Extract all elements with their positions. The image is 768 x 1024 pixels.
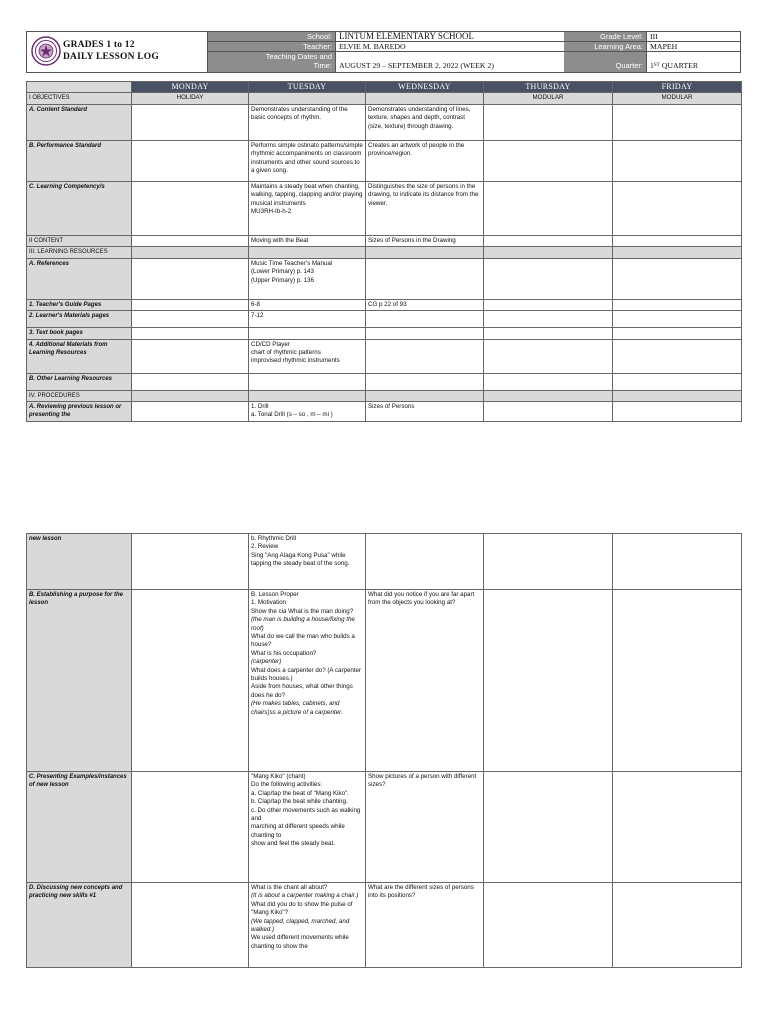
deped-seal-icon bbox=[31, 36, 61, 66]
cell-wednesday bbox=[366, 258, 484, 299]
lesson-grid-page-2 bbox=[26, 533, 742, 968]
row-label: A. Content Standard bbox=[27, 105, 132, 141]
cell-monday bbox=[132, 141, 249, 182]
cell-friday bbox=[613, 299, 742, 310]
cell-thursday bbox=[484, 141, 613, 182]
cell-tuesday: Moving with the Beat bbox=[249, 236, 366, 247]
cell-monday: HOLIDAY bbox=[132, 93, 249, 105]
cell-tuesday: "Mang Kiko" (chant) Do the following activities: a. Clap/tap the beat of "Mang Kiko". b. Clap/tap the beat while chanting. c. Do other movements such as walking and marching at different speeds while chanting to show and feel the steady beat. bbox=[249, 772, 366, 883]
grade-value: III bbox=[646, 32, 740, 41]
cell-wednesday: What are the different sizes of persons into its positions? bbox=[366, 883, 484, 968]
cell-tuesday: B. Lesson Proper 1. Motivation Show the cia What is the man doing? (the man is building a house/fixing the roof) What do we call the man who builds a house? What is his occupation? (carpenter) What does a carpenter do? (A carpenter builds houses.) Aside from houses, what other things does he do? (He makes tables, cabinets, and chairs)ss a picture of a carpenter. bbox=[249, 590, 366, 772]
cell-wednesday bbox=[366, 247, 484, 258]
cell-wednesday: Distinguishes the size of persons in the drawing, to indicate its distance from the viewer. bbox=[366, 182, 484, 236]
cell-thursday bbox=[484, 258, 613, 299]
cell-friday bbox=[613, 402, 742, 422]
cell-thursday bbox=[484, 339, 613, 373]
cell-wednesday: What did you notice if you are far apart from the objects you looking at? bbox=[366, 590, 484, 772]
cell-monday bbox=[132, 772, 249, 883]
table-row bbox=[27, 247, 742, 258]
quarter-number: 1 bbox=[650, 61, 654, 70]
teacher-label: Teacher: bbox=[208, 42, 335, 51]
table-row bbox=[27, 105, 742, 141]
cell-friday bbox=[613, 236, 742, 247]
teacher-value: ELVIE M. BAREDO bbox=[335, 42, 564, 51]
table-row bbox=[27, 402, 742, 422]
row-label: C. Learning Competency/s bbox=[27, 182, 132, 236]
cell-thursday bbox=[484, 299, 613, 310]
quarter-word: QUARTER bbox=[661, 61, 699, 70]
row-label: 2. Learner's Materials pages bbox=[27, 311, 132, 328]
cell-wednesday bbox=[366, 390, 484, 401]
cell-wednesday: Demonstrates understanding of lines, texture, shapes and depth, contrast (size, texture) through drawing. bbox=[366, 105, 484, 141]
table-row bbox=[27, 339, 742, 373]
area-label: Learning Area: bbox=[564, 42, 646, 51]
table-row bbox=[27, 534, 742, 590]
dates-label-line-1: Teaching Dates and bbox=[265, 52, 332, 61]
row-label: 4. Additional Materials from Learning Resources bbox=[27, 339, 132, 373]
day-header-row bbox=[27, 82, 742, 93]
cell-tuesday: Demonstrates understanding of the basic concepts of rhythm. bbox=[249, 105, 366, 141]
row-label: C. Presenting Examples/instances of new lesson bbox=[27, 772, 132, 883]
cell-monday bbox=[132, 258, 249, 299]
table-row bbox=[27, 258, 742, 299]
cell-friday bbox=[613, 883, 742, 968]
table-row bbox=[27, 299, 742, 310]
cell-tuesday bbox=[249, 373, 366, 390]
cell-thursday bbox=[484, 373, 613, 390]
cell-friday bbox=[613, 772, 742, 883]
cell-wednesday bbox=[366, 311, 484, 328]
cell-wednesday bbox=[366, 534, 484, 590]
school-value: LINTUM ELEMENTARY SCHOOL bbox=[335, 32, 564, 41]
logo-text bbox=[63, 39, 159, 63]
cell-monday bbox=[132, 590, 249, 772]
quarter-suffix: ST bbox=[653, 63, 660, 68]
table-row bbox=[27, 883, 742, 968]
cell-thursday bbox=[484, 328, 613, 339]
day-thursday: THURSDAY bbox=[484, 82, 613, 93]
cell-monday bbox=[132, 247, 249, 258]
cell-wednesday: CG p 22 of 93 bbox=[366, 299, 484, 310]
cell-tuesday: CD/CD Player chart of rhythmic patterns improvised rhythmic instruments bbox=[249, 339, 366, 373]
lesson-grid-page-1 bbox=[26, 81, 742, 422]
row-label: III. LEARNING RESOURCES bbox=[27, 247, 132, 258]
row-label: II CONTENT bbox=[27, 236, 132, 247]
logo-line-1: GRADES 1 to 12 bbox=[63, 40, 135, 50]
cell-wednesday: Sizes of Persons in the Drawing bbox=[366, 236, 484, 247]
cell-wednesday: Creates an artwork of people in the province/region. bbox=[366, 141, 484, 182]
cell-monday bbox=[132, 402, 249, 422]
cell-friday bbox=[613, 311, 742, 328]
cell-monday bbox=[132, 534, 249, 590]
row-label: 3. Text book pages bbox=[27, 328, 132, 339]
table-row bbox=[27, 390, 742, 401]
cell-tuesday: 1. Drill a. Tonal Drill (s – so , m – mi ) bbox=[249, 402, 366, 422]
table-row bbox=[27, 328, 742, 339]
row-label: D. Discussing new concepts and practicing new skills #1 bbox=[27, 883, 132, 968]
row-label: IV. PROCEDURES bbox=[27, 390, 132, 401]
cell-friday bbox=[613, 182, 742, 236]
cell-monday bbox=[132, 299, 249, 310]
cell-tuesday: What is the chant all about? (It is about a carpenter making a chair.) What did you do to show the pulse of "Mang Kiko"? (We tapped, clapped, marched, and walked.) We used different movements while chanting to show the bbox=[249, 883, 366, 968]
cell-wednesday: Show pictures of a person with different sizes? bbox=[366, 772, 484, 883]
cell-monday bbox=[132, 390, 249, 401]
cell-monday bbox=[132, 328, 249, 339]
row-label: B. Performance Standard bbox=[27, 141, 132, 182]
day-friday: FRIDAY bbox=[613, 82, 742, 93]
cell-monday bbox=[132, 339, 249, 373]
cell-wednesday: Sizes of Persons bbox=[366, 402, 484, 422]
cell-tuesday bbox=[249, 247, 366, 258]
table-row bbox=[27, 373, 742, 390]
row-label: A. Reviewing previous lesson or presenting the bbox=[27, 402, 132, 422]
cell-wednesday bbox=[366, 93, 484, 105]
row-label: I OBJECTIVES bbox=[27, 93, 132, 105]
row-label: B. Establishing a purpose for the lesson bbox=[27, 590, 132, 772]
cell-monday bbox=[132, 311, 249, 328]
area-value: MAPEH bbox=[646, 42, 740, 51]
cell-friday bbox=[613, 247, 742, 258]
row-label: 1. Teacher's Guide Pages bbox=[27, 299, 132, 310]
cell-tuesday: 6-8 bbox=[249, 299, 366, 310]
row-label: B. Other Learning Resources bbox=[27, 373, 132, 390]
header-grid bbox=[208, 32, 740, 72]
cell-thursday bbox=[484, 883, 613, 968]
cell-tuesday: b. Rhythmic Drill 2. Review Sing "Ang Alaga Kong Pusa" while tapping the steady beat of the song. bbox=[249, 534, 366, 590]
header-box bbox=[26, 31, 741, 73]
logo-cell bbox=[27, 32, 208, 72]
cell-monday bbox=[132, 883, 249, 968]
day-tuesday: TUESDAY bbox=[249, 82, 366, 93]
dates-label-line-2: Time: bbox=[313, 61, 332, 70]
cell-thursday bbox=[484, 105, 613, 141]
cell-thursday bbox=[484, 772, 613, 883]
cell-thursday bbox=[484, 236, 613, 247]
cell-friday bbox=[613, 590, 742, 772]
quarter-label: Quarter: bbox=[564, 52, 646, 72]
table-row bbox=[27, 590, 742, 772]
cell-friday bbox=[613, 141, 742, 182]
row-label: new lesson bbox=[27, 534, 132, 590]
cell-tuesday: Maintains a steady beat when chanting, walking, tapping, clapping and/or playing musical instruments MU3RH-Ib-h-2 bbox=[249, 182, 366, 236]
table-row bbox=[27, 141, 742, 182]
dates-label bbox=[208, 52, 335, 72]
cell-tuesday bbox=[249, 93, 366, 105]
cell-thursday: MODULAR bbox=[484, 93, 613, 105]
cell-thursday bbox=[484, 311, 613, 328]
table-row bbox=[27, 236, 742, 247]
cell-thursday bbox=[484, 534, 613, 590]
cell-friday bbox=[613, 339, 742, 373]
cell-friday bbox=[613, 373, 742, 390]
cell-tuesday: Performs simple ostinato patterns/simple rhythmic accompaniments on classroom instruments and other sound sources to a given song. bbox=[249, 141, 366, 182]
school-label: School: bbox=[208, 32, 335, 41]
row-label: A. References bbox=[27, 258, 132, 299]
cell-tuesday: Music Time Teacher's Manual (Lower Primary) p. 143 (Upper Primary) p. 136 bbox=[249, 258, 366, 299]
cell-thursday bbox=[484, 182, 613, 236]
cell-monday bbox=[132, 182, 249, 236]
cell-friday bbox=[613, 328, 742, 339]
logo-line-2: DAILY LESSON LOG bbox=[63, 52, 159, 62]
cell-thursday bbox=[484, 590, 613, 772]
table-row bbox=[27, 311, 742, 328]
cell-wednesday bbox=[366, 328, 484, 339]
cell-friday bbox=[613, 534, 742, 590]
cell-wednesday bbox=[366, 339, 484, 373]
day-wednesday: WEDNESDAY bbox=[366, 82, 484, 93]
cell-friday bbox=[613, 105, 742, 141]
quarter-value bbox=[646, 52, 740, 72]
table-row bbox=[27, 93, 742, 105]
cell-wednesday bbox=[366, 373, 484, 390]
cell-thursday bbox=[484, 390, 613, 401]
cell-monday bbox=[132, 236, 249, 247]
cell-thursday bbox=[484, 247, 613, 258]
grade-label: Grade Level: bbox=[564, 32, 646, 41]
cell-tuesday bbox=[249, 328, 366, 339]
cell-friday bbox=[613, 258, 742, 299]
cell-tuesday: 7-12 bbox=[249, 311, 366, 328]
cell-thursday bbox=[484, 402, 613, 422]
cell-friday bbox=[613, 390, 742, 401]
table-row bbox=[27, 772, 742, 883]
day-monday: MONDAY bbox=[132, 82, 249, 93]
table-row bbox=[27, 182, 742, 236]
corner-cell bbox=[27, 82, 132, 93]
dates-value: AUGUST 29 – SEPTEMBER 2, 2022 (WEEK 2) bbox=[335, 52, 564, 72]
cell-monday bbox=[132, 373, 249, 390]
cell-tuesday bbox=[249, 390, 366, 401]
cell-monday bbox=[132, 105, 249, 141]
cell-friday: MODULAR bbox=[613, 93, 742, 105]
